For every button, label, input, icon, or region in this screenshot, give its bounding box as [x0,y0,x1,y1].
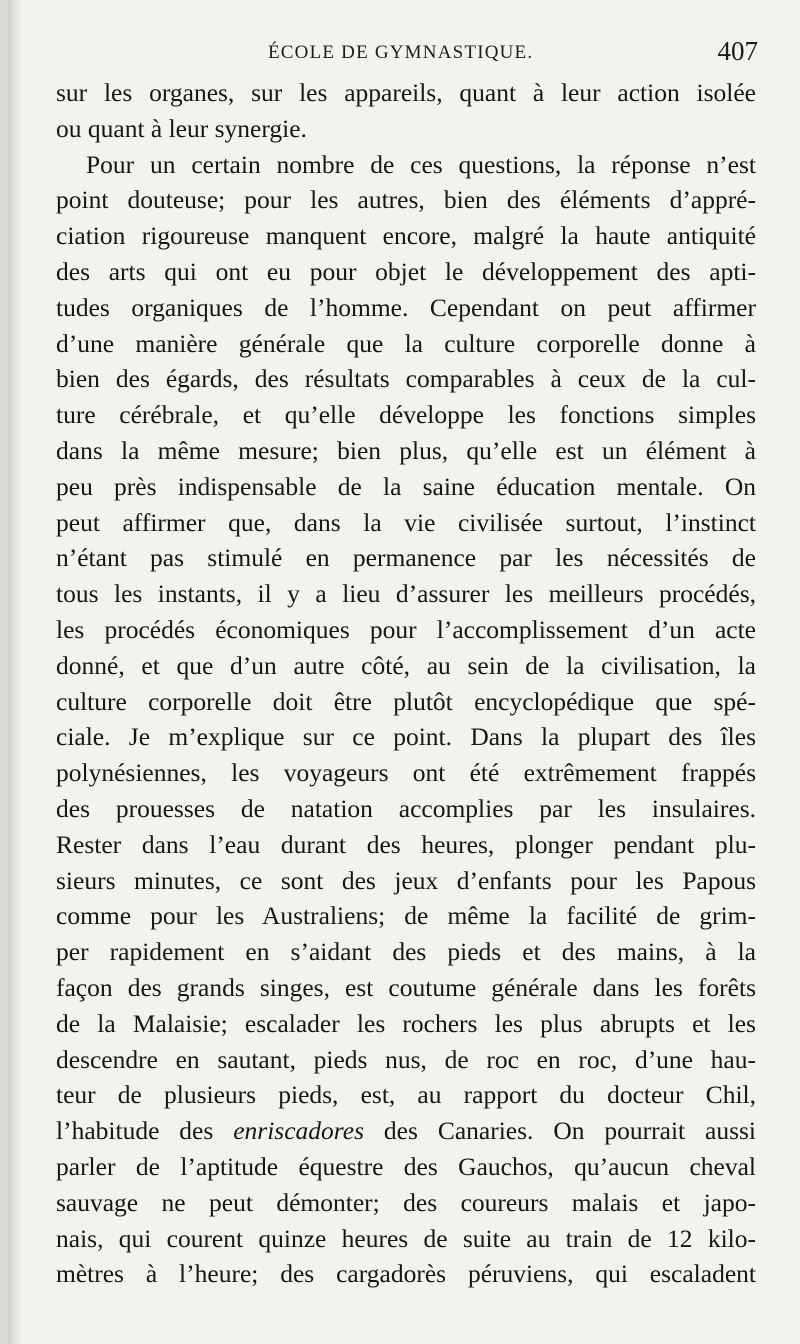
text-line: des arts qui ont eu pour objet le développement des apti- [56,256,756,286]
page-header [56,36,758,76]
text-line: tous les instants, il y a lieu d’assurer les meilleurs procédés, [56,579,756,609]
text-line: ciale. Je m’explique sur ce point. Dans la plupart des îles [56,722,756,752]
text-line: Rester dans l’eau durant des heures, plonger pendant plu- [56,829,756,859]
text-line: dans la même mesure; bien plus, qu’elle est un élément à [56,435,756,465]
text-line: ture cérébrale, et qu’elle développe les fonctions simples [56,400,756,430]
text-segment: l’habitude des [56,1116,234,1146]
text-line: n’étant pas stimulé en permanence par les nécessités de [56,543,756,573]
text-line: nais, qui courent quinze heures de suite au train de 12 kilo- [56,1223,756,1253]
text-line: sauvage ne peut démonter; des coureurs malais et japo- [56,1187,756,1217]
text-line-with-italic-term [56,1113,756,1149]
text-line: polynésiennes, les voyageurs ont été extrêmement frappés [56,758,756,788]
text-line: bien des égards, des résultats comparables à ceux de la cul- [56,364,756,394]
page-number: 407 [717,36,758,66]
running-title: ÉCOLE DE GYMNASTIQUE. [268,42,534,63]
text-line: mètres à l’heure; des cargadorès péruviens, qui escaladent [56,1259,756,1289]
text-line: descendre en sautant, pieds nus, de roc en roc, d’une hau- [56,1044,756,1074]
italic-term: enriscadores [233,1116,364,1146]
text-line: peut affirmer que, dans la vie civilisée surtout, l’instinct [56,507,756,537]
text-line: comme pour les Australiens; de même la facilité de grim- [56,901,756,931]
text-line: point douteuse; pour les autres, bien des éléments d’appré- [56,185,756,215]
text-line: parler de l’aptitude équestre des Gauchos, qu’aucun cheval [56,1151,756,1181]
text-line: ou quant à leur synergie. [56,113,307,143]
text-line: de la Malaisie; escalader les rochers les plus abrupts et les [56,1008,756,1038]
text-line: sieurs minutes, ce sont des jeux d’enfants pour les Papous [56,865,756,895]
text-line: culture corporelle doit être plutôt encyclopédique que spé- [56,686,756,716]
body-text [56,75,756,1292]
text-line: per rapidement en s’aidant des pieds et des mains, à la [56,937,756,967]
text-line: teur de plusieurs pieds, est, au rapport du docteur Chil, [56,1080,756,1110]
text-line: peu près indispensable de la saine éducation mentale. On [56,471,756,501]
text-segment: des Canaries. On pourrait aussi [383,1116,756,1146]
text-line: d’une manière générale que la culture corporelle donne à [56,328,756,358]
text-line: les procédés économiques pour l’accomplissement d’un acte [56,614,756,644]
text-line: tudes organiques de l’homme. Cependant on peut affirmer [56,292,756,322]
text-line: donné, et que d’un autre côté, au sein de la civilisation, la [56,650,756,680]
book-page [8,0,800,1344]
text-line: façon des grands singes, est coutume générale dans les forêts [56,972,756,1002]
text-line: ciation rigoureuse manquent encore, malgré la haute antiquité [56,221,756,251]
text-line: sur les organes, sur les appareils, quant à leur action isolée [56,78,756,107]
text-line: des prouesses de natation accomplies par les insulaires. [56,793,756,823]
paragraph-start-line: Pour un certain nombre de ces questions, la réponse n’est [86,149,756,179]
